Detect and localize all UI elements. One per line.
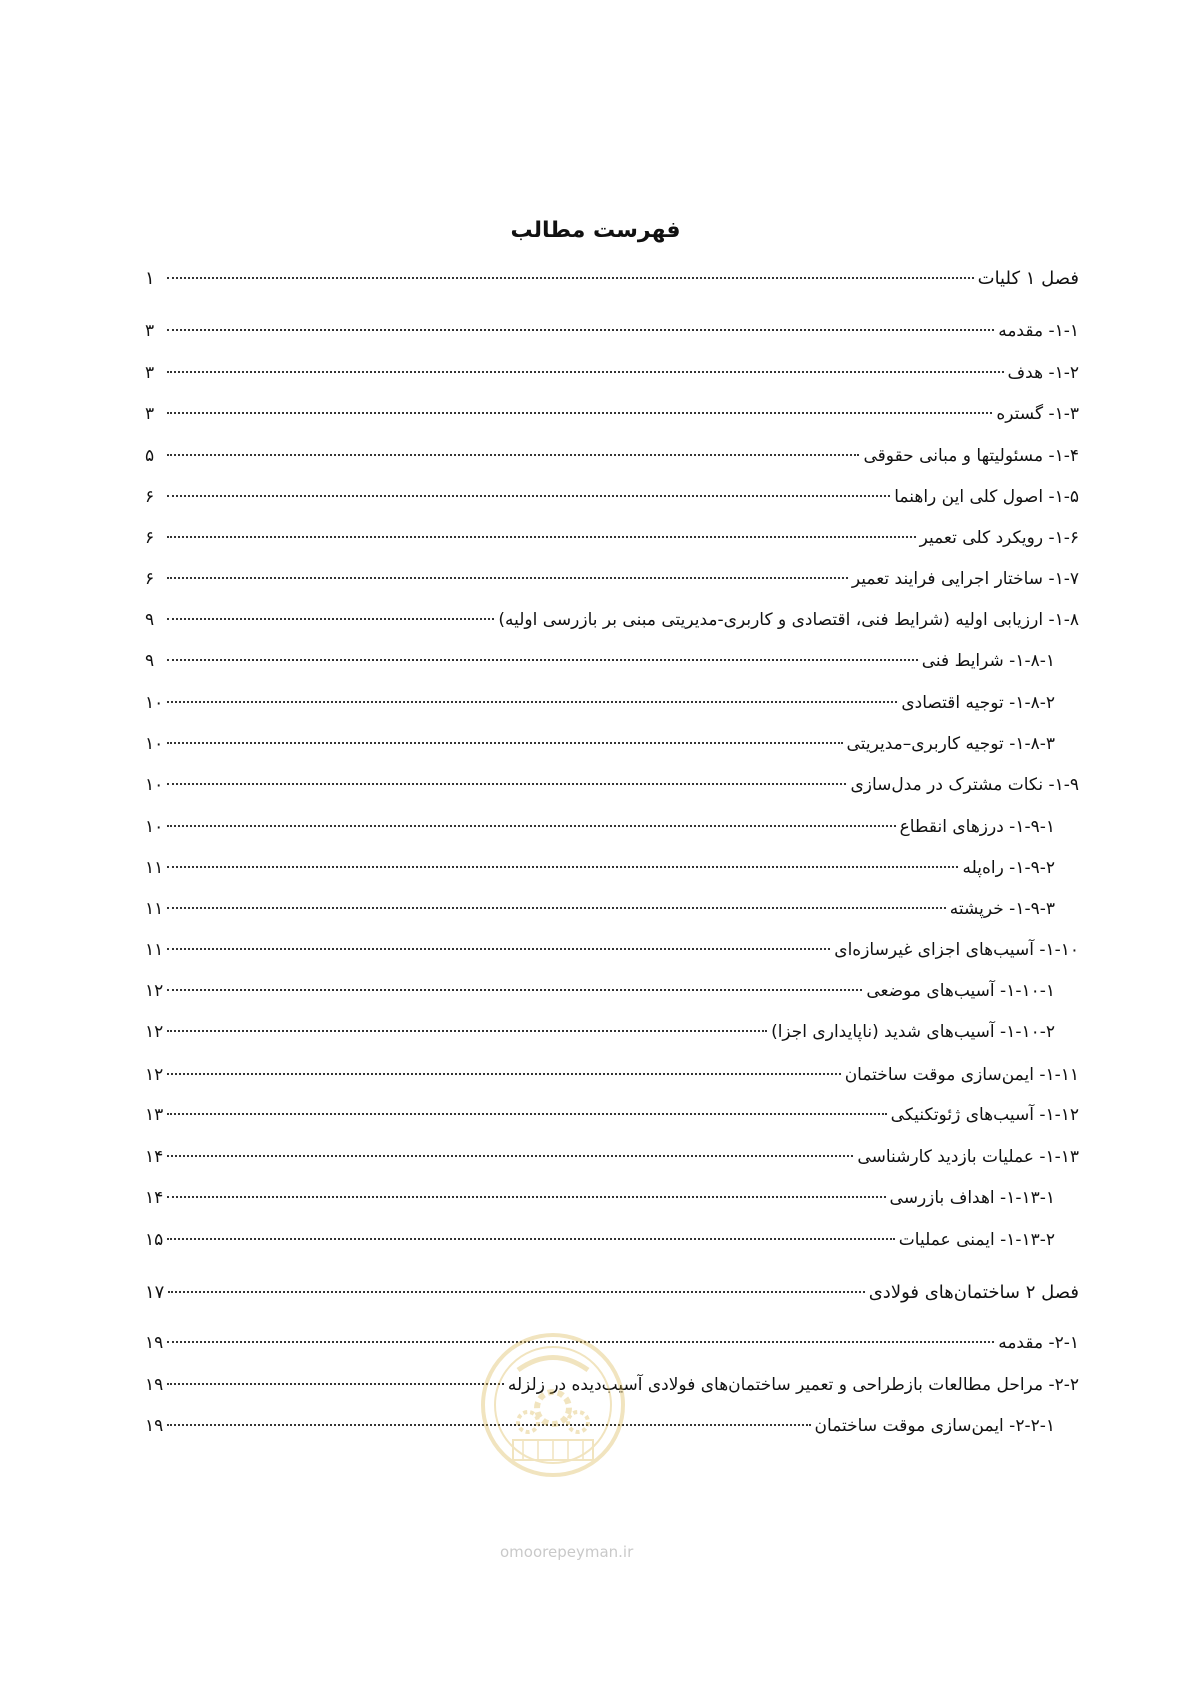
dot-leader [167, 1383, 504, 1385]
toc-page-number: ۶ [145, 487, 155, 507]
toc-page-number: ۹ [145, 651, 155, 671]
omoorepeyman-seal-icon [478, 1330, 628, 1480]
toc-page-number: ۳ [145, 404, 155, 424]
toc-page-number: ۱۰ [145, 734, 164, 754]
dot-leader [167, 536, 916, 538]
dot-leader [167, 412, 992, 414]
toc-entry-label: ۱-۱۱- ایمن‌سازی موقت ساختمان [844, 1065, 1079, 1085]
toc-entry[interactable] [145, 651, 1055, 681]
toc-page-number: ۱۴ [145, 1147, 164, 1167]
toc-entry[interactable] [145, 940, 1079, 970]
toc-entry-label: ۲-۲-۱- ایمن‌سازی موقت ساختمان [814, 1416, 1055, 1436]
toc-page-number: ۱۱ [145, 858, 164, 878]
toc-entry-label: ۱-۱۳-۲- ایمنی عملیات [898, 1230, 1055, 1250]
toc-entry-label: ۱-۲- هدف [1007, 363, 1079, 383]
dot-leader [167, 1030, 767, 1032]
toc-entry-label: ۱-۱۳- عملیات بازدید کارشناسی [857, 1147, 1079, 1167]
toc-entry[interactable] [145, 528, 1079, 558]
toc-entry-label: ۱-۳- گستره [996, 404, 1079, 424]
toc-page-number: ۳ [145, 321, 155, 341]
toc-entry[interactable] [145, 693, 1055, 723]
toc-entry-label: ۱-۵- اصول کلی این راهنما [894, 487, 1079, 507]
toc-page-number: ۶ [145, 528, 155, 548]
toc-page-number: ۱۷ [145, 1282, 165, 1303]
toc-entry[interactable] [145, 981, 1055, 1011]
dot-leader [167, 1155, 853, 1157]
toc-page-number: ۱۰ [145, 817, 164, 837]
toc-entry-label: ۲-۲- مراحل مطالعات بازطراحی و تعمیر ساختمان‌های فولادی آسیب‌دیده در زلزله [507, 1375, 1079, 1395]
dot-leader [167, 495, 890, 497]
toc-entry[interactable] [145, 858, 1055, 888]
toc-entry-label: ۱-۸-۱- شرایط فنی [921, 651, 1055, 671]
toc-entry[interactable] [145, 363, 1079, 393]
toc-entry[interactable] [145, 404, 1079, 434]
toc-entry-label: ۱-۸-۳- توجیه کاربری–مدیریتی [846, 734, 1055, 754]
toc-entry-label: ۱-۱۲- آسیب‌های ژئوتکنیکی [890, 1105, 1079, 1125]
toc-page-number: ۱۲ [145, 1065, 164, 1085]
toc-entry[interactable] [145, 1230, 1055, 1260]
toc-entry-label: ۱-۹- نکات مشترک در مدل‌سازی [850, 775, 1079, 795]
toc-entry-label: ۱-۹-۳- خرپشته [949, 899, 1055, 919]
toc-page-number: ۶ [145, 569, 155, 589]
dot-leader [168, 1291, 864, 1293]
toc-page-number: ۵ [145, 446, 155, 466]
toc-page-number: ۱۱ [145, 899, 164, 919]
toc-page-number: ۱۹ [145, 1333, 164, 1353]
toc-page-number: ۱ [145, 268, 155, 289]
dot-leader [167, 1196, 885, 1198]
toc-page-number: ۱۹ [145, 1375, 164, 1395]
toc-entry[interactable] [145, 1105, 1079, 1135]
dot-leader [167, 701, 897, 703]
dot-leader [167, 866, 958, 868]
toc-page-number: ۳ [145, 363, 155, 383]
dot-leader [167, 742, 842, 744]
toc-page-number: ۱۲ [145, 1022, 164, 1042]
toc-entry-label: ۱-۱۰-۱- آسیب‌های موضعی [866, 981, 1055, 1001]
toc-entry[interactable] [145, 446, 1079, 476]
dot-leader [167, 1113, 886, 1115]
toc-entry-label: ۱-۹-۲- راه‌پله [962, 858, 1055, 878]
watermark-url: omoorepeyman.ir [500, 1543, 634, 1561]
dot-leader [167, 989, 862, 991]
dot-leader [167, 907, 945, 909]
toc-entry[interactable] [145, 817, 1055, 847]
toc-page-number: ۱۴ [145, 1188, 164, 1208]
toc-entry-label: ۲-۱- مقدمه [998, 1333, 1079, 1353]
dot-leader [167, 577, 848, 579]
toc-entry[interactable] [145, 899, 1055, 929]
toc-page-number: ۹ [145, 610, 155, 630]
dot-leader [167, 659, 918, 661]
toc-entry-label: ۱-۹-۱- درزهای انقطاع [899, 817, 1055, 837]
dot-leader [167, 1238, 895, 1240]
toc-entry[interactable] [145, 1065, 1079, 1095]
toc-entry[interactable] [145, 1188, 1055, 1218]
toc-chapter-entry[interactable] [145, 1282, 1079, 1312]
toc-page-number: ۱۹ [145, 1416, 164, 1436]
toc-page-number: ۱۰ [145, 693, 164, 713]
dot-leader [167, 783, 846, 785]
toc-entry-label: ۱-۴- مسئولیتها و مبانی حقوقی [863, 446, 1079, 466]
toc-entry[interactable] [145, 775, 1079, 805]
dot-leader [167, 277, 974, 279]
toc-entry-label: ۱-۱۰- آسیب‌های اجزای غیرسازه‌ای [834, 940, 1079, 960]
toc-entry[interactable] [145, 610, 1079, 640]
toc-entry-label: فصل ۲ ساختمان‌های فولادی [868, 1282, 1079, 1303]
dot-leader [167, 948, 830, 950]
toc-entry[interactable] [145, 734, 1055, 764]
dot-leader [167, 454, 859, 456]
toc-chapter-entry[interactable] [145, 268, 1079, 298]
toc-page-number: ۱۰ [145, 775, 164, 795]
toc-entry[interactable] [145, 321, 1079, 351]
toc-entry-label: ۱-۷- ساختار اجرایی فرایند تعمیر [851, 569, 1079, 589]
dot-leader [167, 371, 1004, 373]
toc-page-number: ۱۲ [145, 981, 164, 1001]
toc-entry-label: ۱-۱- مقدمه [998, 321, 1079, 341]
toc-entry-label: ۱-۸-۲- توجیه اقتصادی [901, 693, 1055, 713]
toc-page-number: ۱۱ [145, 940, 164, 960]
toc-entry[interactable] [145, 1022, 1055, 1052]
toc-entry[interactable] [145, 1147, 1079, 1177]
toc-entry-label: ۱-۸- ارزیابی اولیه (شرایط فنی، اقتصادی و کاربری-مدیریتی مبنی بر بازرسی اولیه) [498, 610, 1079, 630]
dot-leader [167, 618, 494, 620]
toc-entry-label: ۱-۱۰-۲- آسیب‌های شدید (ناپایداری اجزا) [771, 1022, 1055, 1042]
page-title: فهرست مطالب [510, 218, 681, 243]
dot-leader [167, 329, 994, 331]
toc-entry[interactable] [145, 569, 1079, 599]
dot-leader [167, 1073, 840, 1075]
toc-entry[interactable] [145, 487, 1079, 517]
toc-entry-label: ۱-۶- رویکرد کلی تعمیر [919, 528, 1079, 548]
toc-page-number: ۱۵ [145, 1230, 164, 1250]
toc-page-number: ۱۳ [145, 1105, 164, 1125]
toc-entry-label: ۱-۱۳-۱- اهداف بازرسی [889, 1188, 1055, 1208]
dot-leader [167, 825, 895, 827]
toc-entry-label: فصل ۱ کلیات [977, 268, 1079, 289]
